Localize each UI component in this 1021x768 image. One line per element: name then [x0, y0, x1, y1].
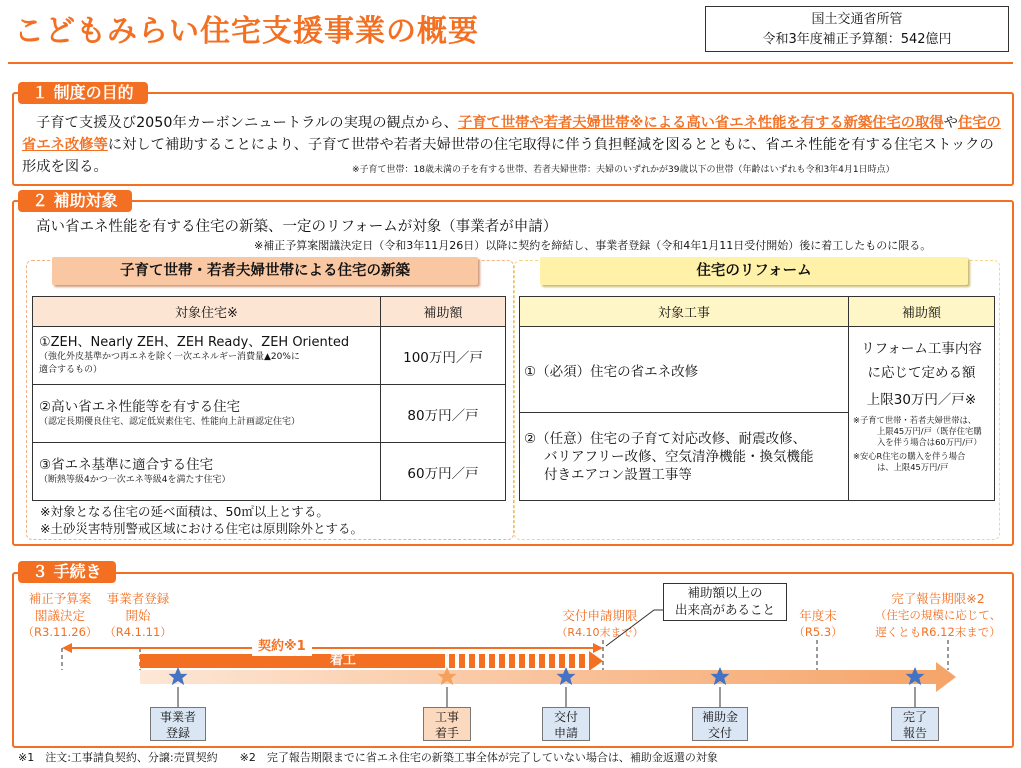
new-build-col-amount: 補助額 [381, 297, 506, 327]
reform-amount-note4: ※安心R住宅の購入を伴う場合 [853, 451, 966, 461]
purpose-text-c: や [943, 115, 958, 131]
new-build-row2-sub1: （認定長期優良住宅、認定低炭素住宅、性能向上計画認定住宅） [39, 417, 301, 427]
new-build-note2: ※土砂災害特別警戒区域における住宅は原則除外とする。 [40, 521, 363, 536]
reform-amount-note1: ※子育て世帯・若者夫婦世帯は、 [853, 415, 977, 425]
new-build-row3-sub1: （断熱等級4かつ一次エネ等級4を満たす住宅） [39, 475, 231, 485]
step-application [542, 707, 590, 741]
budget-ministry: 国土交通省所管 [811, 12, 903, 27]
milestone-registration-l2: 開始 [125, 608, 151, 623]
step-construction-l1: 工事 [434, 710, 459, 724]
reform-row2-line3: 付きエアコン設置工事等 [544, 466, 692, 483]
new-build-note1: ※対象となる住宅の延べ面積は、50㎡以上とする。 [40, 504, 329, 519]
purpose-highlight-reform: 住宅の省エネ改修等 [22, 115, 1001, 153]
new-build-heading: 子育て世帯・若者夫婦世帯による住宅の新築 [52, 257, 478, 285]
callout-l1: 補助額以上の [687, 585, 763, 600]
milestone-registration-date: （R4.1.11） [104, 625, 172, 639]
step-registration-l1: 事業者 [159, 710, 196, 724]
step-construction-l2: 着手 [434, 726, 459, 740]
footnote: ※1 注文:工事請負契約、分譲:売買契約 ※2 完了報告期限までに省エネ住宅の新築工事全体が完了していない場合は、補助金返還の対象 [18, 751, 718, 764]
section2-lead-note: ※補正予算案閣議決定日（令和3年11月26日）以降に契約を締結し、事業者登録（令和4年1月11日受付開始）後に着工したものに限る。 [254, 239, 932, 252]
milestone-fiscal-end-date: （R5.3） [793, 625, 843, 639]
reform-amount-note3: 入を伴う場合は60万円/戸） [877, 437, 982, 447]
table-row [33, 385, 506, 443]
new-build-row2-main: ②高い省エネ性能等を有する住宅 [39, 399, 241, 415]
reform-amount-line3: 上限30万円／戸※ [866, 392, 977, 408]
page-title: こどもみらい住宅支援事業の概要 [14, 14, 479, 49]
step-report-l2: 報告 [902, 726, 927, 740]
new-build-col-target: 対象住宅※ [33, 297, 381, 327]
table-row [520, 327, 995, 413]
new-build-row1-sub2: 適合するもの） [39, 364, 103, 375]
reform-col-amount: 補助額 [849, 297, 995, 327]
step-payment [692, 707, 748, 741]
step-payment-l1: 補助金 [701, 710, 738, 724]
milestone-cabinet-l1: 補正予算案 [28, 591, 92, 606]
step-report [891, 707, 939, 741]
step-registration-l2: 登録 [165, 726, 190, 740]
milestone-cabinet-l2: 閣議決定 [34, 608, 85, 623]
contract-label: 契約※1 [252, 638, 312, 656]
step-payment-l2: 交付 [707, 726, 732, 740]
purpose-text-e: に対して補助することにより、子育て世帯や若者夫婦世帯の住宅取得に伴う負担軽減を図るとともに、省エネ性能を有する住宅ストックの形成を図る。 [22, 137, 994, 175]
new-build-row1-amount: 100万円／戸 [381, 327, 506, 385]
reform-row2-line1: ②（任意）住宅の子育て対応改修、耐震改修、 [524, 430, 807, 447]
table-row [33, 327, 506, 385]
section1-label: １ 制度の目的 [18, 82, 148, 104]
new-build-row3-main: ③省エネ基準に適合する住宅 [39, 457, 214, 473]
reform-amount-line1: リフォーム工事内容 [861, 341, 982, 357]
reform-amount-note5: は、上限45万円/戸 [877, 462, 949, 472]
milestone-fiscal-end-l1: 年度末 [799, 608, 837, 623]
purpose-text-a: 子育て支援及び2050年カーボンニュートラルの実現の観点から、 [36, 115, 458, 131]
milestone-registration-l1: 事業者登録 [106, 591, 170, 606]
purpose-highlight-new: 子育て世帯や若者夫婦世帯※による高い省エネ性能を有する新築住宅の取得 [457, 115, 944, 131]
step-construction-start [423, 707, 471, 741]
new-build-table [32, 296, 506, 501]
callout-l2: 出来高があること [674, 602, 775, 617]
construction-label: 着工 [316, 654, 370, 668]
reform-col-work: 対象工事 [520, 297, 849, 327]
milestone-report-l1: 完了報告期限※2 [891, 591, 985, 606]
milestone-application-date: （R4.10末まで） [556, 626, 644, 639]
new-build-row2-amount: 80万円／戸 [381, 385, 506, 443]
new-build-row3-amount: 60万円／戸 [381, 443, 506, 501]
section1-note: ※子育て世帯：18歳未満の子を有する世帯、若者夫婦世帯：夫婦のいずれかが39歳以下の世帯（年齢はいずれも令和3年4月1日時点） [352, 165, 895, 175]
section2-label: ２ 補助対象 [18, 190, 132, 212]
step-application-l2: 申請 [553, 726, 578, 740]
budget-amount: 令和3年度補正予算額：542億円 [762, 32, 952, 47]
reform-row1-work: ①（必須）住宅の省エネ改修 [520, 327, 849, 413]
step-registration [150, 707, 206, 741]
milestone-report-l2: （住宅の規模に応じて、 [874, 608, 1002, 622]
reform-heading: 住宅のリフォーム [540, 257, 968, 285]
title-underline [8, 62, 1013, 64]
reform-amount-note2: 上限45万円/戸（既存住宅購 [877, 426, 982, 436]
milestone-report-l3: 遅くともR6.12末まで） [875, 625, 1001, 639]
budget-box [705, 6, 1009, 52]
reform-amount-line2: に応じて定める額 [867, 365, 976, 381]
table-row [33, 443, 506, 501]
new-build-row1-main: ①ZEH、Nearly ZEH、ZEH Ready、ZEH Oriented [39, 334, 350, 350]
new-build-row1-sub1: （強化外皮基準かつ再エネを除く一次エネルギー消費量▲20%に [39, 351, 300, 362]
reform-row2-line2: バリアフリー改修、空気清浄機能・換気機能 [544, 448, 814, 465]
reform-table [519, 296, 995, 501]
milestone-application-l1: 交付申請期限 [562, 608, 638, 623]
step-report-l1: 完了 [902, 710, 927, 724]
section3-label: ３ 手続き [18, 561, 116, 583]
section2-lead: 高い省エネ性能を有する住宅の新築、一定のリフォームが対象（事業者が申請） [36, 219, 558, 235]
milestone-cabinet-date: （R3.11.26） [22, 625, 98, 639]
step-application-l1: 交付 [553, 710, 578, 724]
